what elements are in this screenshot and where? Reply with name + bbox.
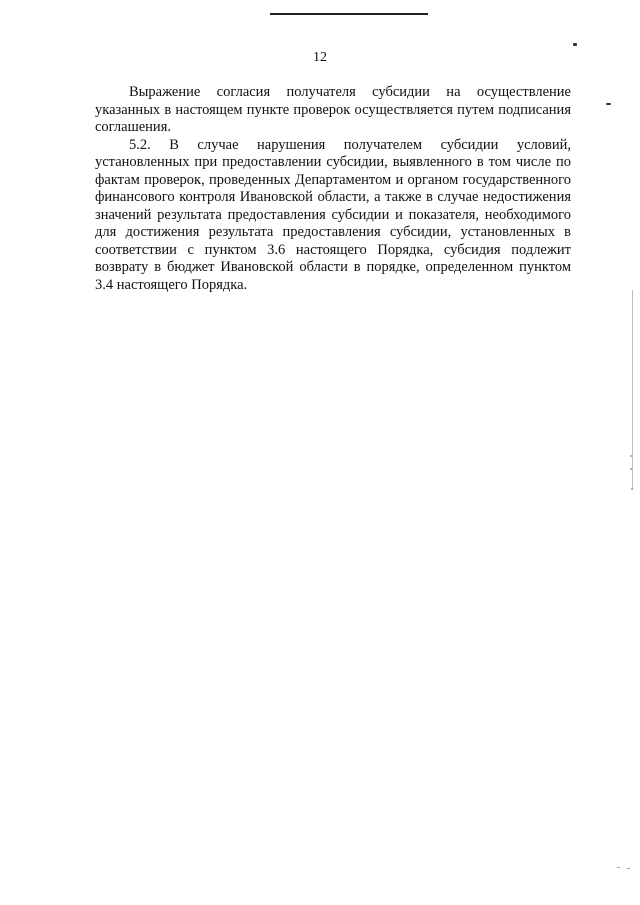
scan-artifact-fleck <box>630 468 632 470</box>
scan-artifact-fleck <box>627 868 630 869</box>
scan-artifact-fleck <box>630 455 632 457</box>
scan-artifact-tick <box>606 103 611 105</box>
header-rule <box>270 13 428 15</box>
paragraph-5-2: 5.2. В случае нарушения получателем субсидии условий, установленных при предоставлении субсидии, выявленного в том числе по фактам проверок, проведенных Департаментом и органом государственного финансового контроля Ивановской области, а также в случае недостижения значений результата предоставления субсидии и показателя, необходимого для достижения результата предоставления субсидии, установленных в соответствии с пунктом 3.6 настоящего Порядка, субсидия подлежит возврату в бюджет Ивановской области в порядке, определенном пунктом 3.4 настоящего Порядка. <box>95 136 571 293</box>
scan-edge-line <box>632 290 633 490</box>
page-number: 12 <box>313 50 327 65</box>
document-body <box>95 84 571 294</box>
scan-artifact-dot <box>573 43 577 46</box>
scan-artifact-fleck <box>617 867 620 868</box>
scan-artifact-fleck <box>631 488 633 490</box>
paragraph-consent: Выражение согласия получателя субсидии на осуществление указанных в настоящем пункте проверок осуществляется путем подписания соглашения. <box>95 84 571 135</box>
